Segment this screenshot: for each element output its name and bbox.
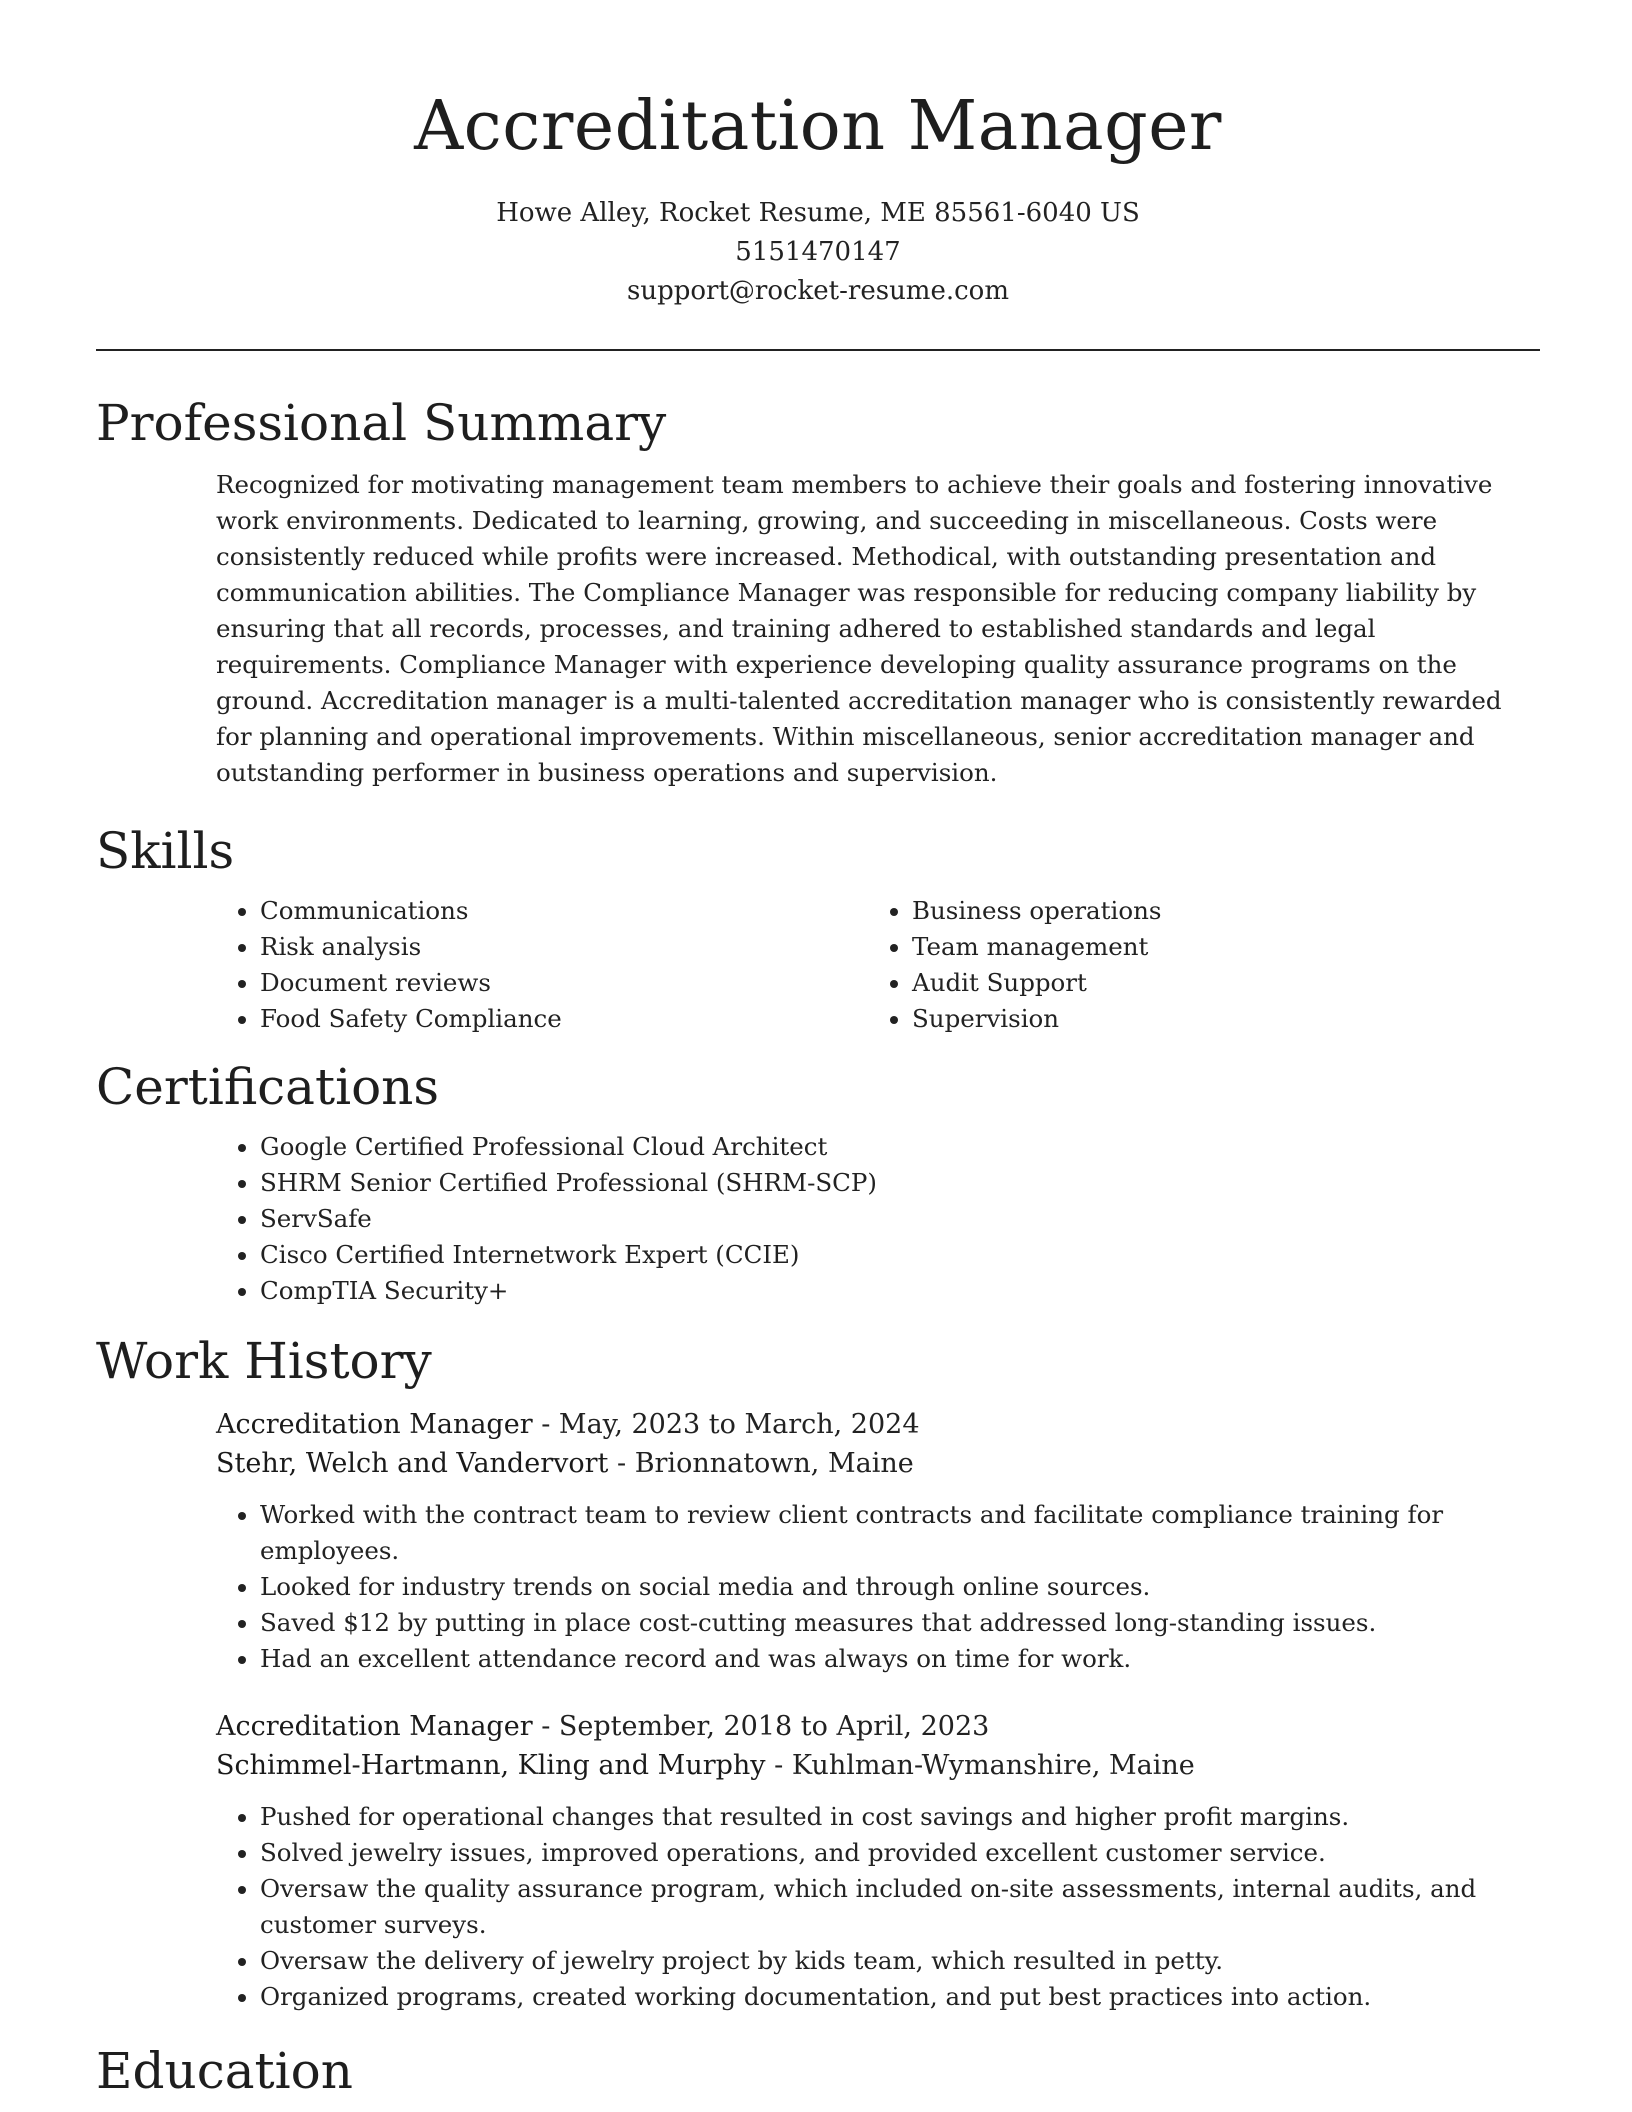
- skills-heading: Skills: [96, 822, 235, 880]
- job-company-line: [216, 1746, 1540, 1785]
- contact-phone: 5151470147: [735, 237, 901, 267]
- skill-item: • Document reviews: [260, 965, 868, 1001]
- job-bullet: • Oversaw the delivery of jewelry project by kids team, which resulted in petty.: [260, 1943, 1540, 1979]
- job-bullets: [216, 1497, 1540, 1677]
- job-bullets: [216, 1799, 1540, 2015]
- job-separator: -: [541, 1711, 559, 1742]
- job-bullet: • Saved $12 by putting in place cost-cutting measures that addressed long-standing issues.: [260, 1605, 1540, 1641]
- job-title-line: [216, 1707, 1540, 1746]
- resume-page: [96, 0, 1540, 2101]
- skill-item: • Audit Support: [912, 965, 1520, 1001]
- certification-item: • Cisco Certified Internetwork Expert (CCIE): [260, 1237, 1540, 1273]
- job-title-line: [216, 1405, 1540, 1444]
- job-bullet: • Organized programs, created working documentation, and put best practices into action.: [260, 1979, 1540, 2015]
- skill-item: • Team management: [912, 929, 1520, 965]
- certifications-block: [216, 1129, 1540, 1309]
- skill-item: • Food Safety Compliance: [260, 1001, 868, 1037]
- skills-grid: [216, 893, 1540, 1037]
- job-entry: [216, 1707, 1540, 2015]
- certifications-heading: Certifications: [96, 1058, 440, 1116]
- job-location: Brionnatown, Maine: [634, 1448, 914, 1479]
- work-history-heading: Work History: [96, 1332, 432, 1390]
- job-company: Schimmel-Hartmann, Kling and Murphy: [216, 1750, 766, 1781]
- job-bullet: • Solved jewelry issues, improved operations, and provided excellent customer service.: [260, 1835, 1540, 1871]
- resume-name: Accreditation Manager: [414, 87, 1222, 166]
- certification-item: • ServSafe: [260, 1201, 1540, 1237]
- job-role: Accreditation Manager: [216, 1409, 533, 1440]
- job-bullet: • Worked with the contract team to review client contracts and facilitate compliance training for employees.: [260, 1497, 1540, 1569]
- skills-list-right: [868, 893, 1520, 1037]
- header-divider: [96, 349, 1540, 351]
- skill-item: • Business operations: [912, 893, 1520, 929]
- job-location: Kuhlman-Wymanshire, Maine: [791, 1750, 1195, 1781]
- certification-item: • Google Certified Professional Cloud Architect: [260, 1129, 1540, 1165]
- job-separator: -: [541, 1409, 559, 1440]
- job-bullet: • Looked for industry trends on social media and through online sources.: [260, 1569, 1540, 1605]
- contact-block: [96, 194, 1540, 311]
- job-separator: -: [774, 1750, 792, 1781]
- job-bullet: • Oversaw the quality assurance program, which included on-site assessments, internal audits, and customer surveys.: [260, 1871, 1540, 1943]
- skill-item: • Risk analysis: [260, 929, 868, 965]
- certification-item: • SHRM Senior Certified Professional (SHRM-SCP): [260, 1165, 1540, 1201]
- job-dates: May, 2023 to March, 2024: [558, 1409, 920, 1440]
- job-dates: September, 2018 to April, 2023: [558, 1711, 990, 1742]
- skills-column-right: [868, 893, 1520, 1037]
- job-company-line: [216, 1444, 1540, 1483]
- summary-heading: Professional Summary: [96, 394, 667, 452]
- contact-address: Howe Alley, Rocket Resume, ME 85561-6040 US: [496, 198, 1140, 228]
- job-entry: [216, 1405, 1540, 1677]
- contact-email: support@rocket-resume.com: [626, 276, 1009, 306]
- job-company: Stehr, Welch and Vandervort: [216, 1448, 609, 1479]
- job-bullet: • Had an excellent attendance record and was always on time for work.: [260, 1641, 1540, 1677]
- skill-item: • Communications: [260, 893, 868, 929]
- certifications-list: [216, 1129, 1540, 1309]
- skills-column-left: [216, 893, 868, 1037]
- certification-item: • CompTIA Security+: [260, 1273, 1540, 1309]
- job-separator: -: [616, 1448, 635, 1479]
- skills-list-left: [216, 893, 868, 1037]
- summary-text: Recognized for motivating management team members to achieve their goals and fostering innovative work environments. Dedicated to learning, growing, and succeeding in miscellaneous. Costs were consistently reduced while profits were increased. Methodical, with outstanding presentation and communication abilities. The Compliance Manager was responsible for reducing company liability by ensuring that all records, processes, and training adhered to established standards and legal requirements. Compliance Manager with experience developing quality assurance programs on the ground. Accreditation manager is a multi-talented accreditation manager who is consistently rewarded for planning and operational improvements. Within miscellaneous, senior accreditation manager and outstanding performer in business operations and supervision.: [216, 470, 1502, 787]
- skill-item: • Supervision: [912, 1001, 1520, 1037]
- education-heading: Education: [96, 2042, 353, 2100]
- job-role: Accreditation Manager: [216, 1711, 533, 1742]
- job-bullet: • Pushed for operational changes that resulted in cost savings and higher profit margins.: [260, 1799, 1540, 1835]
